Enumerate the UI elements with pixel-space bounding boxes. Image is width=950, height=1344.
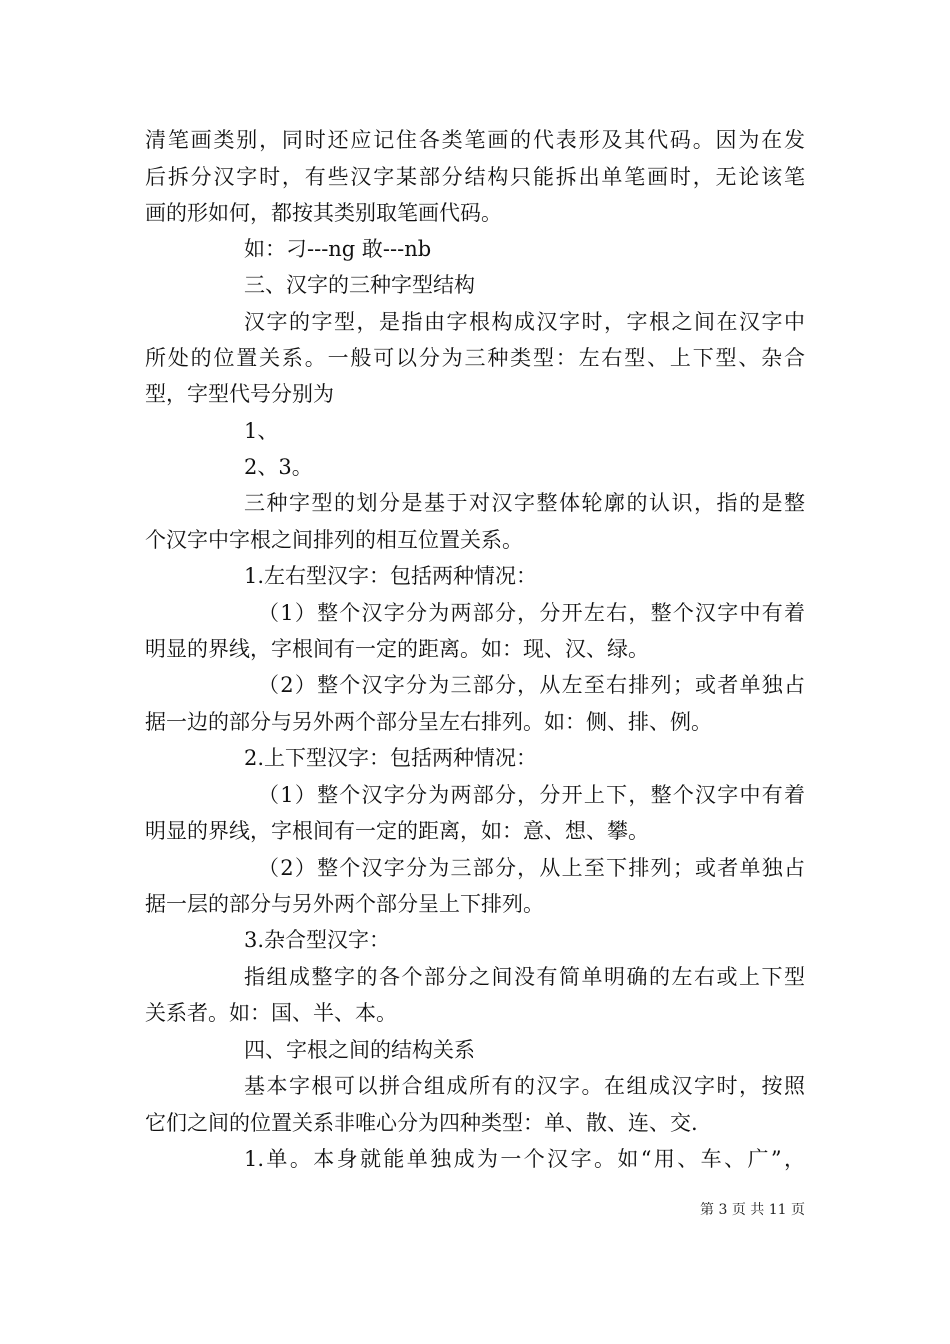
text-line — [0, 707, 950, 737]
text-line — [0, 561, 950, 591]
text-line — [0, 270, 950, 300]
paragraph-text: 据一边的部分与另外两个部分呈左右排列。如：侧、排、例。 — [145, 710, 712, 734]
subsection-heading: 2.上下型汉字：包括两种情况： — [244, 746, 538, 770]
subsection-heading: 1.左右型汉字：包括两种情况： — [244, 564, 538, 588]
text-line — [0, 598, 950, 628]
text-line — [0, 998, 950, 1028]
paragraph-text: 关系者。如：国、半、本。 — [145, 1001, 397, 1025]
paragraph-text: 型，字型代号分别为 — [145, 382, 334, 406]
paragraph-text: 2、3。 — [244, 455, 313, 479]
text-line — [0, 634, 950, 664]
text-line — [0, 670, 950, 700]
paragraph-text: 汉字的字型，是指由字根构成汉字时，字根之间在汉字中 — [244, 310, 805, 334]
text-line — [0, 379, 950, 409]
text-line — [0, 234, 950, 264]
text-line — [0, 816, 950, 846]
paragraph-text: 画的形如何，都按其类别取笔画代码。 — [145, 201, 502, 225]
paragraph-text: 三种字型的划分是基于对汉字整体轮廓的认识，指的是整 — [244, 491, 805, 515]
paragraph-text: 1、 — [244, 419, 279, 443]
paragraph-text: 清笔画类别，同时还应记住各类笔画的代表形及其代码。因为在发 — [145, 128, 805, 152]
text-line — [0, 1144, 950, 1174]
text-line — [0, 343, 950, 373]
text-line — [0, 743, 950, 773]
paragraph-text: （1）整个汉字分为两部分，分开上下，整个汉字中有着 — [258, 783, 805, 807]
text-line — [0, 1071, 950, 1101]
paragraph-text: 明显的界线，字根间有一定的距离。如：现、汉、绿。 — [145, 637, 649, 661]
text-line — [0, 162, 950, 192]
section-heading: 四、字根之间的结构关系 — [244, 1038, 475, 1062]
page-number-footer: 第 3 页 共 11 页 — [700, 1202, 805, 1218]
paragraph-text: 个汉字中字根之间排列的相互位置关系。 — [145, 528, 523, 552]
text-line — [0, 125, 950, 155]
paragraph-text: 据一层的部分与另外两个部分呈上下排列。 — [145, 892, 544, 916]
text-line — [0, 853, 950, 883]
paragraph-text: 所处的位置关系。一般可以分为三种类型：左右型、上下型、杂合 — [145, 346, 805, 370]
paragraph-text: 明显的界线，字根间有一定的距离，如：意、想、攀。 — [145, 819, 649, 843]
paragraph-text: 它们之间的位置关系非唯心分为四种类型：单、散、连、交. — [145, 1111, 698, 1135]
paragraph-text: 后拆分汉字时，有些汉字某部分结构只能拆出单笔画时，无论该笔 — [145, 165, 805, 189]
paragraph-text: 基本字根可以拼合组成所有的汉字。在组成汉字时，按照 — [244, 1074, 805, 1098]
subsection-heading: 3.杂合型汉字： — [244, 928, 391, 952]
paragraph-text: 1.单。本身就能单独成为一个汉字。如“用、车、广”， — [244, 1147, 805, 1171]
text-line — [0, 1108, 950, 1138]
text-line — [0, 307, 950, 337]
text-line — [0, 780, 950, 810]
paragraph-text: （1）整个汉字分为两部分，分开左右，整个汉字中有着 — [258, 601, 805, 625]
example-text: 如：刁---ng 敢---nb — [244, 237, 432, 261]
text-line — [0, 416, 950, 446]
text-line — [0, 1035, 950, 1065]
text-line — [0, 488, 950, 518]
section-heading: 三、汉字的三种字型结构 — [244, 273, 475, 297]
paragraph-text: 指组成整字的各个部分之间没有简单明确的左右或上下型 — [244, 965, 805, 989]
text-line — [0, 889, 950, 919]
text-line — [0, 198, 950, 228]
text-line — [0, 962, 950, 992]
paragraph-text: （2）整个汉字分为三部分，从上至下排列；或者单独占 — [258, 856, 805, 880]
text-line — [0, 525, 950, 555]
text-line — [0, 452, 950, 482]
paragraph-text: （2）整个汉字分为三部分，从左至右排列；或者单独占 — [258, 673, 805, 697]
text-line — [0, 925, 950, 955]
